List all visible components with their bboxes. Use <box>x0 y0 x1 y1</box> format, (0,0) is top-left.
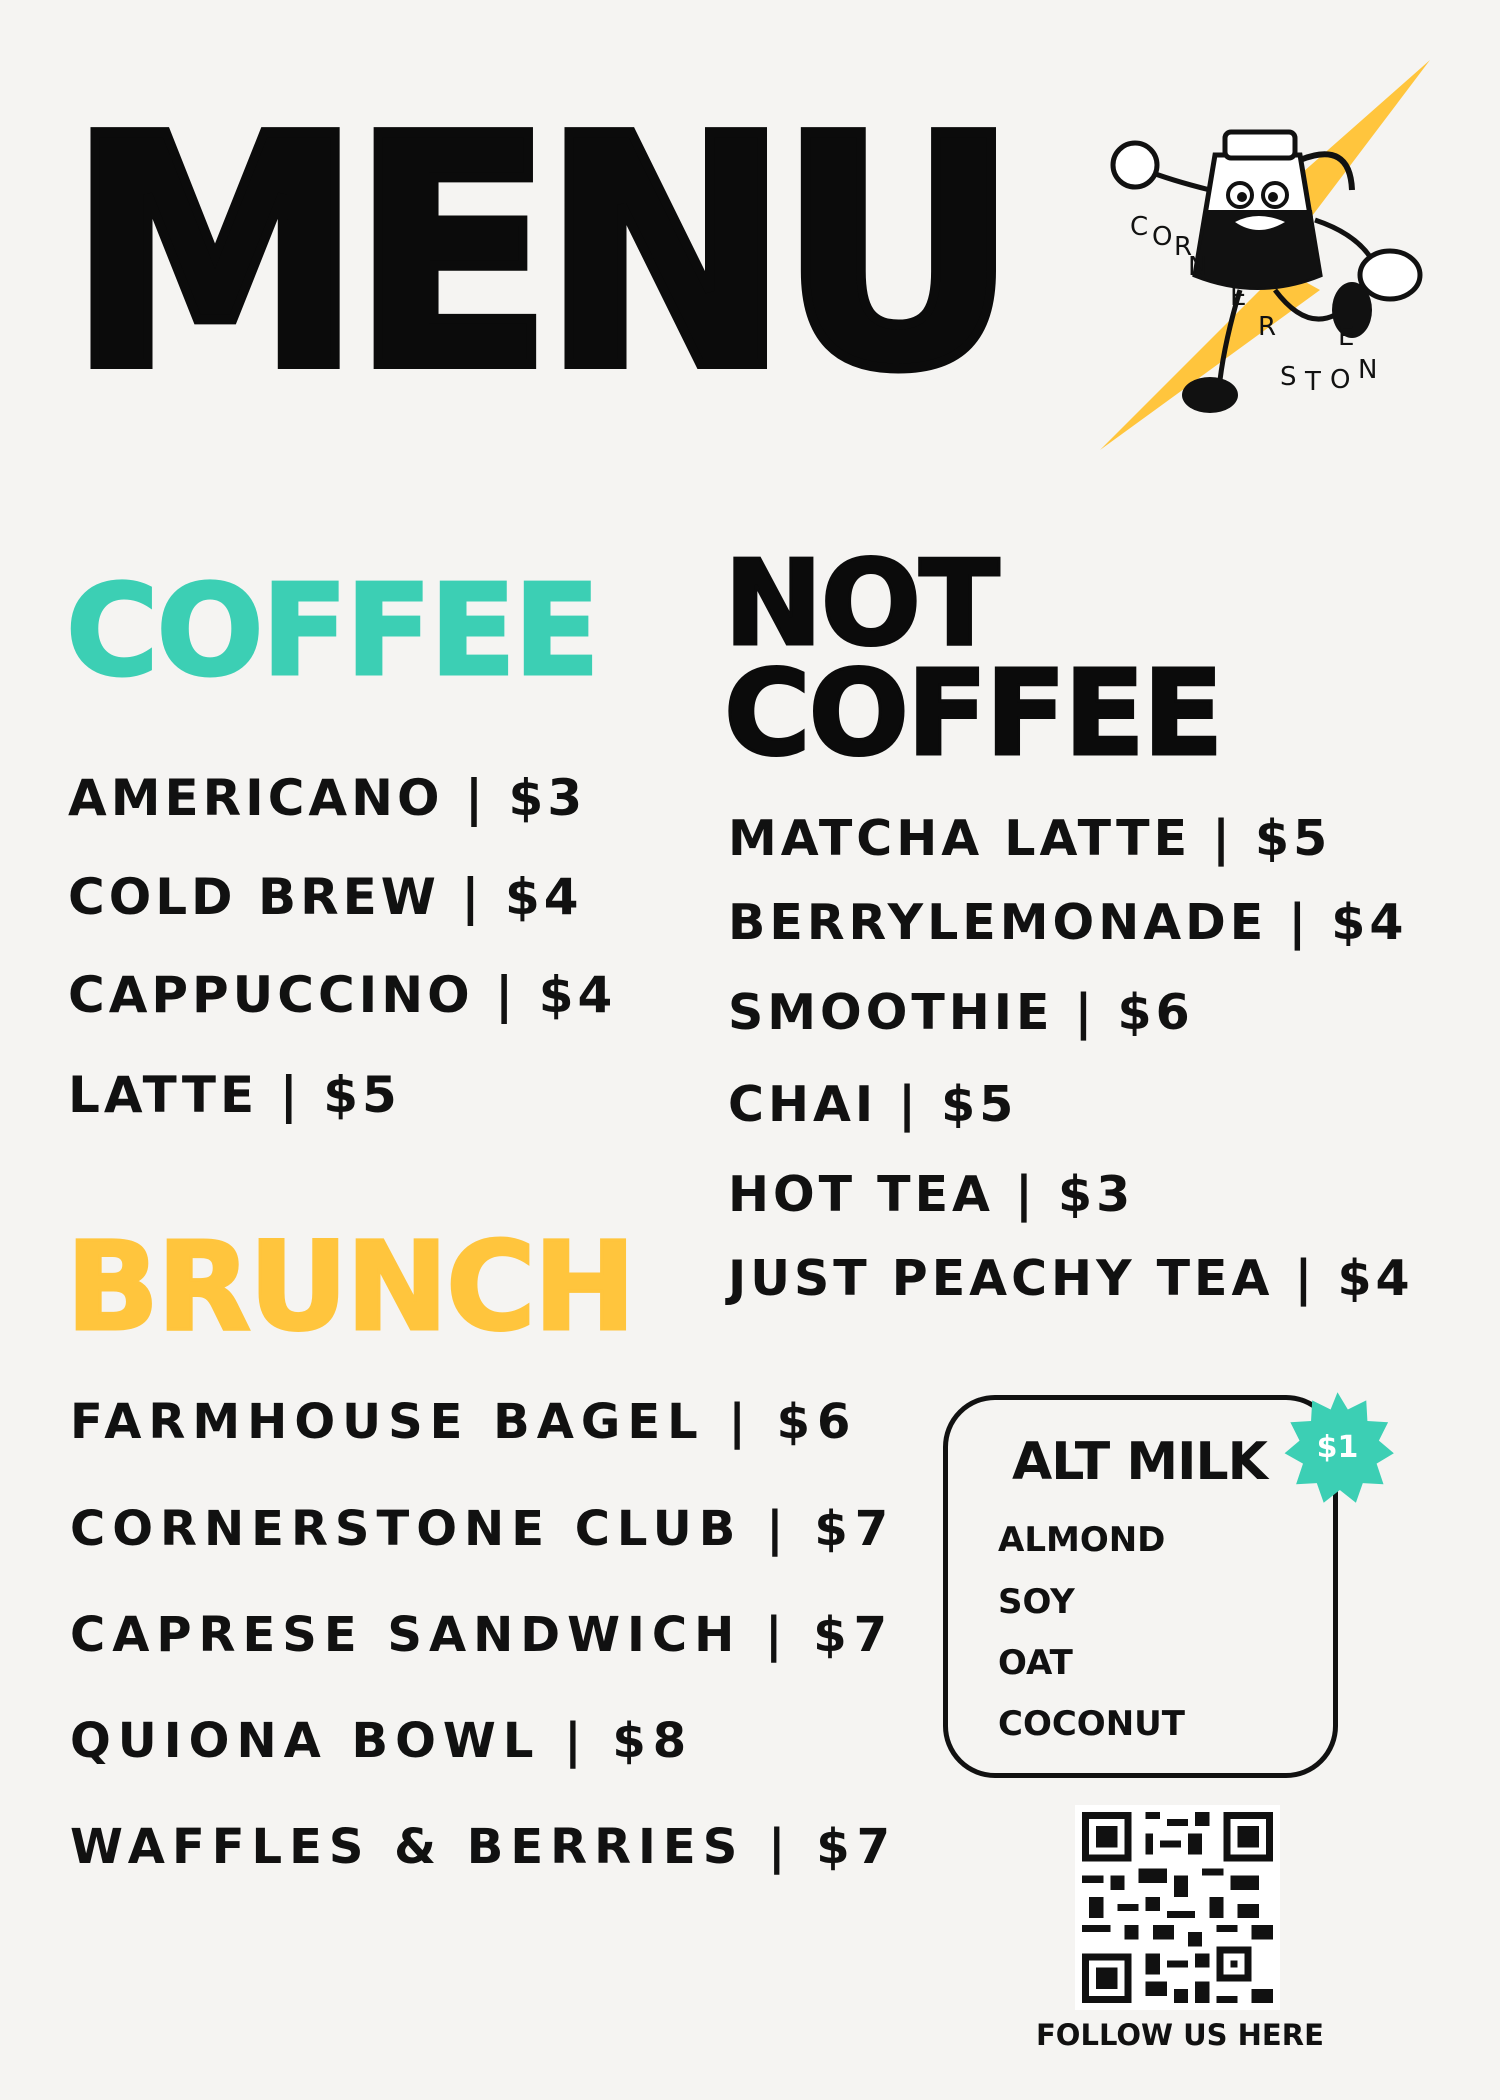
brunch-item: CORNERSTONE CLUB | $7 <box>70 1501 896 1557</box>
brunch-item: WAFFLES & BERRIES | $7 <box>70 1819 898 1875</box>
alt-milk-option: COCONUT <box>998 1704 1185 1744</box>
svg-text:E: E <box>1230 282 1247 312</box>
alt-milk-title: ALT MILK <box>1012 1432 1267 1492</box>
coffee-item: CAPPUCCINO | $4 <box>68 966 617 1024</box>
svg-text:O: O <box>1152 222 1173 252</box>
not-coffee-item: MATCHA LATTE | $5 <box>728 810 1332 867</box>
brunch-item: QUIONA BOWL | $8 <box>70 1713 694 1769</box>
follow-us-label: FOLLOW US HERE <box>1036 2018 1324 2052</box>
coffee-heading: COFFEE <box>66 557 598 704</box>
not-coffee-heading-line1: NOT <box>724 534 998 672</box>
coffee-pot-mascot-icon <box>1090 60 1450 450</box>
not-coffee-item: CHAI | $5 <box>728 1076 1018 1133</box>
alt-milk-option: ALMOND <box>998 1520 1166 1560</box>
svg-text:R: R <box>1174 232 1193 262</box>
svg-text:S: S <box>1280 362 1297 392</box>
not-coffee-heading <box>724 534 1222 782</box>
svg-text:O: O <box>1330 365 1351 395</box>
not-coffee-heading-line2: COFFEE <box>724 644 1222 782</box>
page-title: MENU <box>68 69 1008 439</box>
brunch-heading: BRUNCH <box>66 1216 634 1358</box>
brunch-item: CAPRESE SANDWICH | $7 <box>70 1607 895 1663</box>
svg-text:T: T <box>1305 367 1321 397</box>
svg-text:E: E <box>1338 322 1355 352</box>
svg-text:N: N <box>1358 355 1378 385</box>
coffee-item: COLD BREW | $4 <box>68 868 583 926</box>
svg-text:R: R <box>1258 312 1277 342</box>
qr-code-icon[interactable] <box>1075 1805 1280 2010</box>
not-coffee-item: BERRYLEMONADE | $4 <box>728 894 1408 951</box>
svg-text:C: C <box>1130 212 1149 242</box>
not-coffee-item: SMOOTHIE | $6 <box>728 984 1194 1041</box>
not-coffee-item: JUST PEACHY TEA | $4 <box>728 1250 1414 1307</box>
svg-text:N: N <box>1188 252 1208 282</box>
alt-milk-option: SOY <box>998 1582 1075 1622</box>
coffee-item: AMERICANO | $3 <box>68 769 587 827</box>
coffee-item: LATTE | $5 <box>68 1066 401 1124</box>
brunch-item: FARMHOUSE BAGEL | $6 <box>70 1394 858 1450</box>
alt-milk-option: OAT <box>998 1643 1073 1683</box>
price-badge-label: $1 <box>1316 1430 1359 1465</box>
not-coffee-item: HOT TEA | $3 <box>728 1166 1135 1223</box>
